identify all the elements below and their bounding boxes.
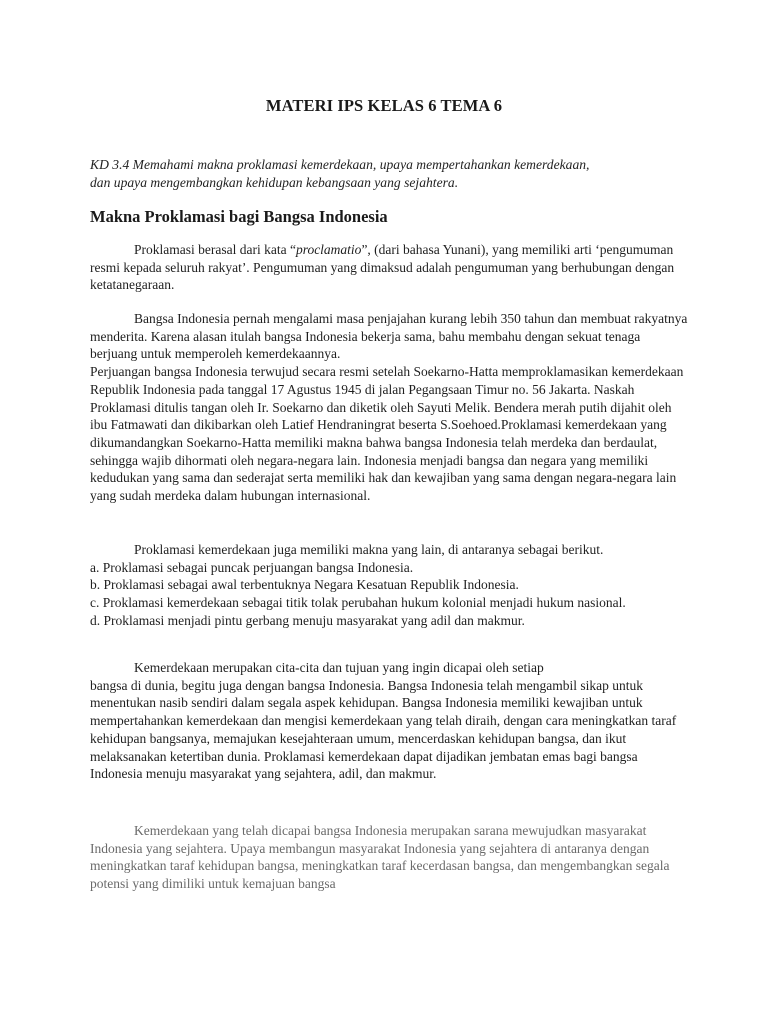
paragraph-makna-list [90,541,690,630]
list-item: c. Proklamasi kemerdekaan sebagai titik tolak perubahan hukum kolonial menjadi hukum nasional. [90,595,626,611]
list-item: d. Proklamasi menjadi pintu gerbang menuju masyarakat yang adil dan makmur. [90,612,525,628]
paragraph-perjuangan [90,310,690,505]
term-proclamatio: proclamatio [295,242,362,257]
kd-line-1: KD 3.4 Memahami makna proklamasi kemerdekaan, upaya mempertahankan kemerdekaan, [90,157,590,172]
paragraph-2-cont: Perjuangan bangsa Indonesia terwujud secara resmi setelah Soekarno-Hatta memproklamasikan kemerdekaan Republik Indonesia pada tanggal 17 Agustus 1945 di jalan Pegangsaan Timur no. 56 Jakarta. Naskah Proklamasi ditulis tangan oleh Ir. Soekarno dan diketik oleh Sayuti Melik. Bendera merah putih dijahit oleh ibu Fatmawati dan dikibarkan oleh Latief Hendraningrat beserta S.Soehoed.Proklamasi kemerdekaan yang dikumandangkan Soekarno-Hatta memiliki makna bahwa bangsa Indonesia telah merdeka dan berdaulat, sehingga wajib dihormati oleh negara-negara lain. Indonesia menjadi bangsa dan negara yang memiliki kedudukan yang sama dan sederajat serta memiliki hak dan kewajiban yang sama dengan negara-negara lain yang sudah merdeka dalam hubungan internasional. [90,364,684,504]
paragraph-5-text: Kemerdekaan yang telah dicapai bangsa Indonesia merupakan sarana mewujudkan masyarakat Indonesia yang sejahtera. Upaya membangun masyarakat Indonesia yang sejahtera di antaranya dengan meningkatkan taraf kehidupan bangsa, meningkatkan taraf kecerdasan bangsa, dan mengembangkan segala potensi yang dimiliki untuk kemajuan bangsa [90,823,670,892]
paragraph-4-lead: Kemerdekaan merupakan cita-cita dan tujuan yang ingin dicapai oleh setiap [134,660,544,675]
kd-line-2: dan upaya mengembangkan kehidupan kebangsaan yang sejahtera. [90,175,459,190]
paragraph-proklamasi-definition [90,241,690,294]
paragraph-4-cont: bangsa di dunia, begitu juga dengan bangsa Indonesia. Bangsa Indonesia telah mengambil sikap untuk menentukan nasib sendiri dalam segala aspek kehidupan. Bangsa Indonesia memiliki kewajiban untuk mempertahankan kemerdekaan dan mengisi kemerdekaan yang telah diraih, dengan cara meningkatkan taraf kehidupan bangsanya, memajukan kesejahteraan umum, mencerdaskan kehidupan bangsa, dan ikut melaksanakan ketertiban dunia. Proklamasi kemerdekaan dapat dijadikan jembatan emas bagi bangsa Indonesia menuju masyarakat yang sejahtera, adil, dan makmur. [90,677,677,782]
paragraph-2-lead: Bangsa Indonesia pernah mengalami masa penjajahan kurang lebih 350 tahun dan membuat rakyatnya menderita. Karena alasan itulah bangsa Indonesia bekerja sama, bahu membahu dengan sekuat tenaga berjuang untuk memperoleh kemerdekaannya. [90,311,688,362]
section-heading: Makna Proklamasi bagi Bangsa Indonesia [90,207,388,226]
paragraph-1-after: ”, (dari bahasa Yunani), yang memiliki arti ‘pengumuman resmi kepada seluruh rakyat’. Pengumuman yang dimaksud adalah pengumuman yang berhubungan dengan ketatanegaraan. [90,242,675,293]
document-title: MATERI IPS KELAS 6 TEMA 6 [265,96,503,115]
kd-statement [90,156,690,192]
paragraph-kemerdekaan [90,659,690,783]
list-item: a. Proklamasi sebagai puncak perjuangan bangsa Indonesia. [90,559,414,575]
paragraph-1-before: Proklamasi berasal dari kata “ [134,242,296,257]
paragraph-sejahtera [90,822,690,893]
paragraph-3-lead: Proklamasi kemerdekaan juga memiliki makna yang lain, di antaranya sebagai berikut. [134,542,604,557]
list-item: b. Proklamasi sebagai awal terbentuknya Negara Kesatuan Republik Indonesia. [90,577,519,593]
